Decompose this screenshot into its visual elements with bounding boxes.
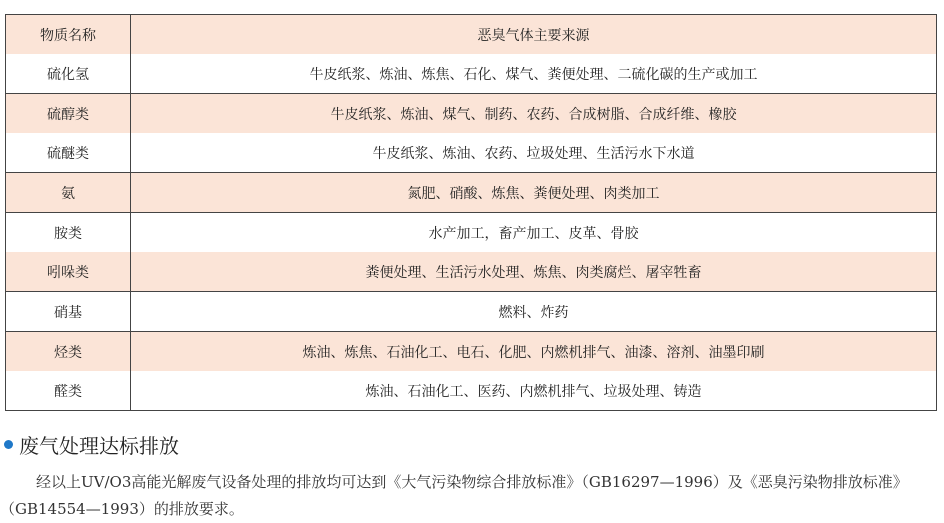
- odor-source: 水产加工，畜产加工、皮革、骨胶: [131, 213, 937, 253]
- odor-source: 氮肥、硝酸、炼焦、粪便处理、肉类加工: [131, 173, 937, 213]
- table-row: [6, 94, 937, 134]
- odor-source-table: [5, 14, 937, 411]
- odor-source: 牛皮纸浆、炼油、煤气、制药、农药、合成树脂、合成纤维、橡胶: [131, 94, 937, 134]
- table-header-row: [6, 15, 937, 55]
- odor-source: 牛皮纸浆、炼油、农药、垃圾处理、生活污水下水道: [131, 133, 937, 173]
- odor-source: 炼油、石油化工、医药、内燃机排气、垃圾处理、铸造: [131, 371, 937, 411]
- table-row: [6, 292, 937, 332]
- odor-source: 炼油、炼焦、石油化工、电石、化肥、内燃机排气、油漆、溶剂、油墨印刷: [131, 332, 937, 372]
- substance-name: 胺类: [6, 213, 131, 253]
- substance-name: 硫化氢: [6, 54, 131, 94]
- table-row: [6, 371, 937, 411]
- odor-source: 牛皮纸浆、炼油、炼焦、石化、煤气、粪便处理、二硫化碳的生产或加工: [131, 54, 937, 94]
- odor-table: [5, 14, 937, 411]
- table-row: [6, 252, 937, 292]
- substance-name: 硫醇类: [6, 94, 131, 134]
- table-row: [6, 332, 937, 372]
- table-row: [6, 173, 937, 213]
- substance-name: 氨: [6, 173, 131, 213]
- table-row: [6, 213, 937, 253]
- section-paragraph: 经以上UV/O3高能光解废气设备处理的排放均可达到《大气污染物综合排放标准》（GB16297—1996）及《恶臭污染物排放标准》（GB14554—1993）的排放要求。: [0, 473, 908, 518]
- section-title: 废气处理达标排放: [19, 434, 179, 458]
- substance-name: 醛类: [6, 371, 131, 411]
- substance-name: 硝基: [6, 292, 131, 332]
- header-odor-source: 恶臭气体主要来源: [131, 15, 937, 55]
- substance-name: 吲哚类: [6, 252, 131, 292]
- section-header: [4, 430, 179, 459]
- odor-source: 粪便处理、生活污水处理、炼焦、肉类腐烂、屠宰牲畜: [131, 252, 937, 292]
- table-row: [6, 133, 937, 173]
- substance-name: 烃类: [6, 332, 131, 372]
- odor-source: 燃料、炸药: [131, 292, 937, 332]
- substance-name: 硫醚类: [6, 133, 131, 173]
- table-row: [6, 54, 937, 94]
- header-substance-name: 物质名称: [6, 15, 131, 55]
- bullet-dot-icon: [4, 440, 13, 449]
